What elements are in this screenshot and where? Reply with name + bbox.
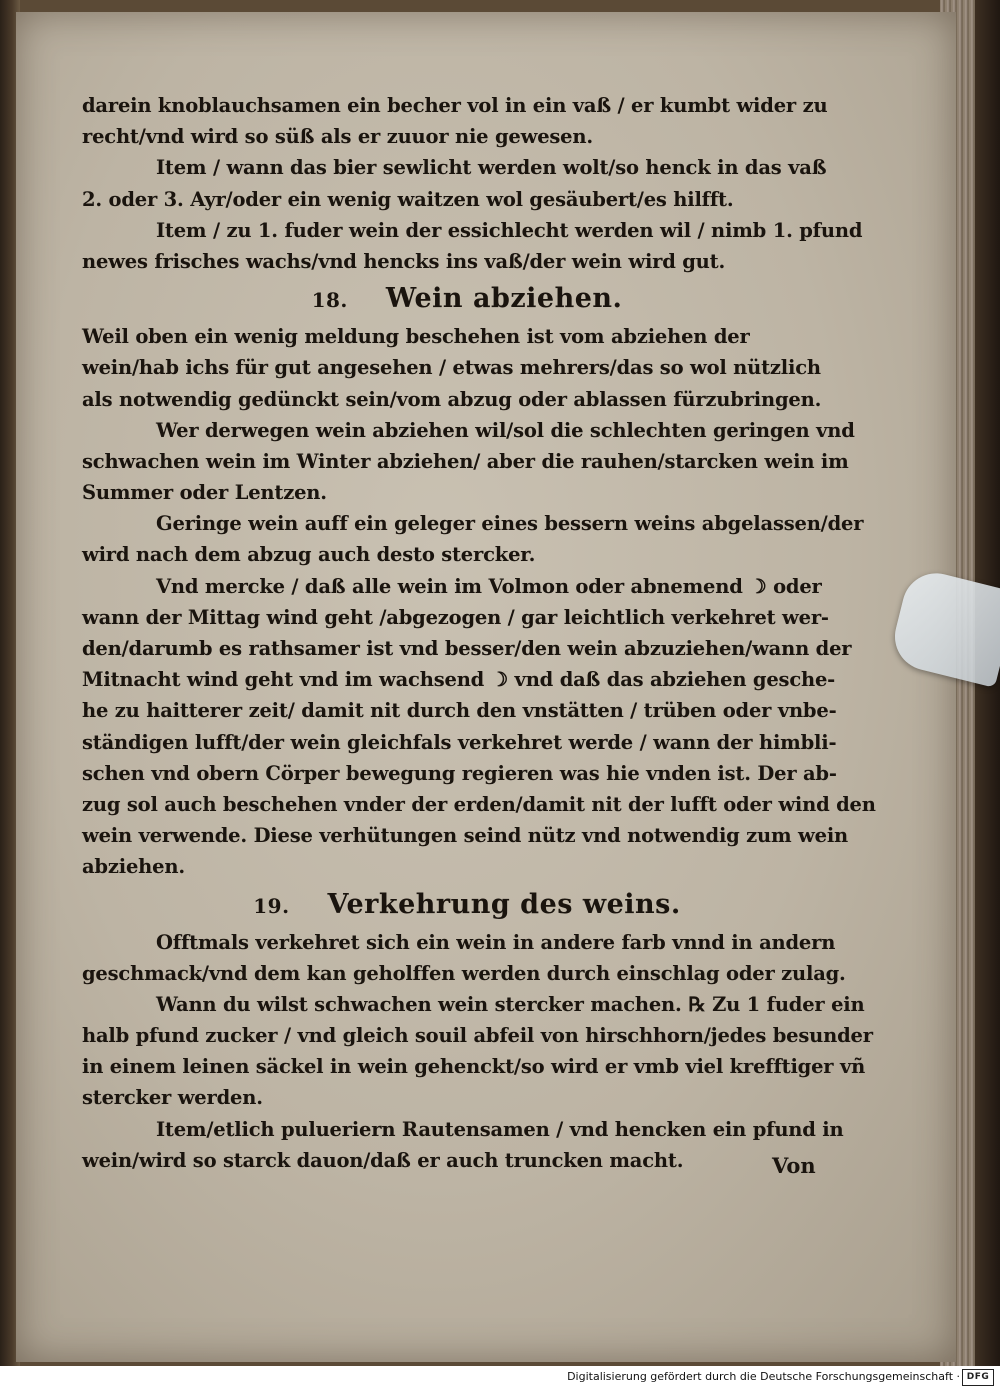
text-line: geschmack/vnd dem kan geholffen werden durch einschlag oder zulag.	[82, 961, 846, 985]
text-line: halb pfund zucker / vnd gleich souil abfeil von hirschhorn/jedes besunder	[82, 1024, 873, 1048]
text-line: wann der Mittag wind geht /abgezogen / gar leichtlich verkehret wer-	[82, 605, 829, 629]
text-line: Offtmals verkehret sich ein wein in andere farb vnnd in andern	[156, 930, 836, 954]
text-line: Geringe wein auff ein geleger eines bessern weins abgelassen/der	[156, 512, 864, 536]
text-line: wein/wird so starck dauon/daß er auch truncken macht.	[82, 1148, 684, 1172]
dfg-logo: DFG	[962, 1369, 994, 1386]
text-line: Mitnacht wind geht vnd im wachsend ☽ vnd daß das abziehen gesche-	[82, 668, 836, 692]
text-line: Item/etlich pulueriern Rautensamen / vnd hencken ein pfund in	[156, 1117, 844, 1141]
text-line: schen vnd obern Cörper bewegung regieren was hie vnden ist. Der ab-	[82, 761, 837, 785]
catchword: Von	[772, 1153, 816, 1178]
section-number: 18.	[311, 288, 348, 313]
text-line: Item / wann das bier sewlicht werden wolt/so henck in das vaß	[156, 156, 827, 180]
text-line: darein knoblauchsamen ein becher vol in ein vaß / er kumbt wider zu	[82, 94, 828, 117]
text-line: zug sol auch beschehen vnder der erden/damit nit der lufft oder wind den	[82, 792, 876, 816]
section-heading-18	[82, 277, 852, 321]
text-line: den/darumb es rathsamer ist vnd besser/den wein abzuziehen/wann der	[82, 637, 852, 660]
text-line: Weil oben ein wenig meldung beschehen ist vom abziehen der	[82, 325, 750, 349]
page-text	[82, 90, 876, 1176]
section-title: Wein abziehen.	[385, 283, 623, 315]
text-line: Summer oder Lentzen.	[82, 481, 327, 505]
text-line: he zu haitterer zeit/ damit nit durch den vnstätten / trüben oder vnbe-	[82, 699, 837, 723]
funding-credit: Digitalisierung gefördert durch die Deutsche Forschungsgemeinschaft ·	[567, 1370, 960, 1383]
text-line: wird nach dem abzug auch desto stercker.	[82, 543, 536, 567]
text-line: ständigen lufft/der wein gleichfals verkehret werde / wann der himbli-	[82, 730, 837, 754]
text-line: Wer derwegen wein abziehen wil/sol die schlechten geringen vnd	[156, 418, 855, 442]
section-title: Verkehrung des weins.	[327, 888, 681, 920]
text-line: Wann du wilst schwachen wein stercker machen. ℞ Zu 1 fuder ein	[156, 992, 865, 1016]
text-line: wein verwende. Diese verhütungen seind nütz vnd notwendig zum wein	[82, 824, 849, 848]
text-line: newes frisches wachs/vnd hencks ins vaß/der wein wird gut.	[82, 249, 726, 273]
text-line: in einem leinen säckel in wein gehenckt/so wird er vmb viel krefftiger vñ	[82, 1055, 866, 1079]
text-line: Item / zu 1. fuder wein der essichlecht werden wil / nimb 1. pfund	[156, 218, 863, 242]
text-line: Vnd mercke / daß alle wein im Volmon oder abnemend ☽ oder	[156, 574, 822, 598]
text-line: schwachen wein im Winter abziehen/ aber die rauhen/starcken wein im	[82, 449, 849, 473]
text-line: recht/vnd wird so süß als er zuuor nie gewesen.	[82, 125, 593, 149]
text-line: stercker werden.	[82, 1086, 263, 1110]
text-line: 2. oder 3. Ayr/oder ein wenig waitzen wol gesäubert/es hilfft.	[82, 187, 734, 211]
section-number: 19.	[253, 893, 290, 918]
text-line: wein/hab ichs für gut angesehen / etwas mehrers/das so wol nützlich	[82, 356, 821, 380]
text-line: abziehen.	[82, 855, 185, 879]
text-line: als notwendig gedünckt sein/vom abzug oder ablassen fürzubringen.	[82, 387, 822, 411]
section-heading-19	[82, 883, 852, 927]
